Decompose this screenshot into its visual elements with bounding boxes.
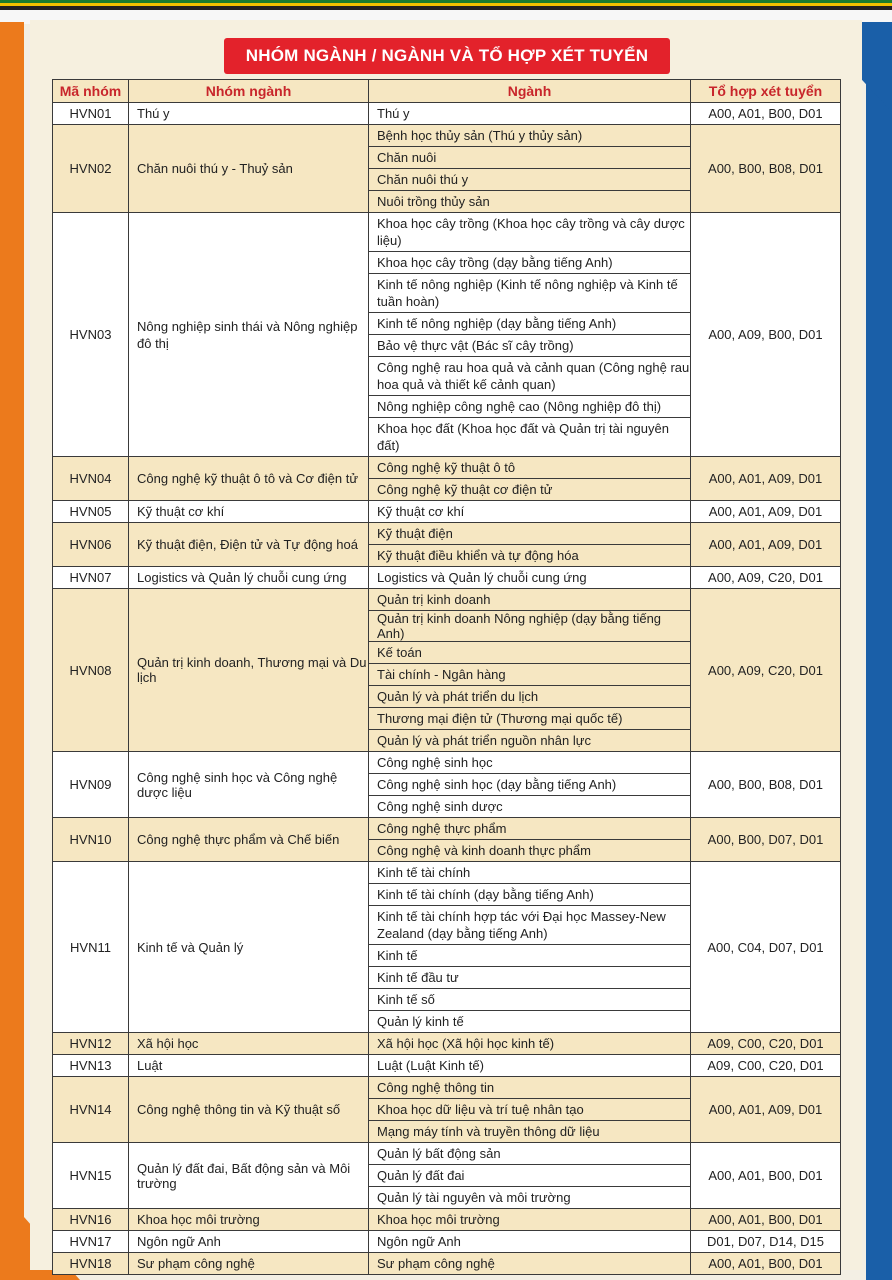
table-row bbox=[53, 1055, 841, 1077]
group-name: Kỹ thuật điện, Điện tử và Tự động hoá bbox=[129, 523, 369, 567]
group-name: Nông nghiệp sinh thái và Nông nghiệp đô thị bbox=[129, 213, 369, 457]
combo-codes: A00, A01, A09, D01 bbox=[691, 501, 841, 523]
table-row bbox=[53, 523, 841, 545]
major-name: Công nghệ sinh học bbox=[369, 752, 691, 774]
major-name: Quản trị kinh doanh bbox=[369, 589, 691, 611]
group-code: HVN12 bbox=[53, 1033, 129, 1055]
table-row bbox=[53, 1253, 841, 1275]
group-hvn15 bbox=[53, 1143, 841, 1209]
major-name: Quản lý kinh tế bbox=[369, 1011, 691, 1033]
major-name: Quản lý tài nguyên và môi trường bbox=[369, 1187, 691, 1209]
combo-codes: A00, C04, D07, D01 bbox=[691, 862, 841, 1033]
major-name: Kinh tế tài chính hợp tác với Đại học Massey-New Zealand (dạy bằng tiếng Anh) bbox=[369, 906, 691, 945]
major-name: Mạng máy tính và truyền thông dữ liệu bbox=[369, 1121, 691, 1143]
major-name: Nông nghiệp công nghệ cao (Nông nghiệp đô thị) bbox=[369, 396, 691, 418]
page-title: NHÓM NGÀNH / NGÀNH VÀ TỔ HỢP XÉT TUYỂN bbox=[245, 46, 649, 65]
group-name: Thú y bbox=[129, 103, 369, 125]
group-name: Công nghệ thực phẩm và Chế biến bbox=[129, 818, 369, 862]
right-blue-border bbox=[866, 22, 892, 1280]
major-name: Công nghệ kỹ thuật ô tô bbox=[369, 457, 691, 479]
table-row bbox=[53, 567, 841, 589]
major-name: Khoa học dữ liệu và trí tuệ nhân tạo bbox=[369, 1099, 691, 1121]
table-row bbox=[53, 501, 841, 523]
group-code: HVN05 bbox=[53, 501, 129, 523]
group-hvn12 bbox=[53, 1033, 841, 1055]
group-hvn16 bbox=[53, 1209, 841, 1231]
major-name: Sư phạm công nghệ bbox=[369, 1253, 691, 1275]
combo-codes: A09, C00, C20, D01 bbox=[691, 1033, 841, 1055]
group-hvn10 bbox=[53, 818, 841, 862]
combo-codes: D01, D07, D14, D15 bbox=[691, 1231, 841, 1253]
major-name: Kinh tế tài chính (dạy bằng tiếng Anh) bbox=[369, 884, 691, 906]
table-row bbox=[53, 1077, 841, 1099]
group-hvn18 bbox=[53, 1253, 841, 1275]
group-hvn08 bbox=[53, 589, 841, 752]
major-name: Kế toán bbox=[369, 642, 691, 664]
major-name: Xã hội học (Xã hội học kinh tế) bbox=[369, 1033, 691, 1055]
table-row bbox=[53, 125, 841, 147]
combo-codes: A00, B00, B08, D01 bbox=[691, 752, 841, 818]
group-hvn17 bbox=[53, 1231, 841, 1253]
table-row bbox=[53, 818, 841, 840]
group-hvn11 bbox=[53, 862, 841, 1033]
table-row bbox=[53, 1209, 841, 1231]
group-code: HVN02 bbox=[53, 125, 129, 213]
title-banner bbox=[224, 38, 670, 74]
group-name: Ngôn ngữ Anh bbox=[129, 1231, 369, 1253]
group-hvn07 bbox=[53, 567, 841, 589]
combo-codes: A00, A09, C20, D01 bbox=[691, 589, 841, 752]
combo-codes: A00, B00, B08, D01 bbox=[691, 125, 841, 213]
major-name: Kinh tế đầu tư bbox=[369, 967, 691, 989]
group-code: HVN18 bbox=[53, 1253, 129, 1275]
combo-codes: A00, A01, B00, D01 bbox=[691, 1209, 841, 1231]
left-orange-border bbox=[0, 22, 24, 1280]
top-stripe bbox=[0, 0, 892, 10]
group-name: Quản lý đất đai, Bất động sản và Môi trường bbox=[129, 1143, 369, 1209]
major-name: Khoa học môi trường bbox=[369, 1209, 691, 1231]
major-name: Công nghệ kỹ thuật cơ điện tử bbox=[369, 479, 691, 501]
group-hvn04 bbox=[53, 457, 841, 501]
major-name: Khoa học đất (Khoa học đất và Quản trị tài nguyên đất) bbox=[369, 418, 691, 457]
table-row bbox=[53, 1231, 841, 1253]
major-name: Công nghệ rau hoa quả và cảnh quan (Công nghệ rau hoa quả và thiết kế cảnh quan) bbox=[369, 357, 691, 396]
major-name: Luật (Luật Kinh tế) bbox=[369, 1055, 691, 1077]
major-name: Thú y bbox=[369, 103, 691, 125]
header-group: Nhóm ngành bbox=[129, 80, 369, 103]
combo-codes: A00, B00, D07, D01 bbox=[691, 818, 841, 862]
group-code: HVN11 bbox=[53, 862, 129, 1033]
group-name: Sư phạm công nghệ bbox=[129, 1253, 369, 1275]
group-name: Kinh tế và Quản lý bbox=[129, 862, 369, 1033]
group-name: Luật bbox=[129, 1055, 369, 1077]
header-combo: Tổ hợp xét tuyển bbox=[691, 80, 841, 103]
group-hvn13 bbox=[53, 1055, 841, 1077]
group-code: HVN08 bbox=[53, 589, 129, 752]
major-name: Chăn nuôi thú y bbox=[369, 169, 691, 191]
table-row bbox=[53, 862, 841, 884]
major-name: Kinh tế tài chính bbox=[369, 862, 691, 884]
major-name: Công nghệ sinh dược bbox=[369, 796, 691, 818]
header-row bbox=[53, 80, 841, 103]
group-hvn06 bbox=[53, 523, 841, 567]
major-name: Công nghệ thực phẩm bbox=[369, 818, 691, 840]
major-name: Bệnh học thủy sản (Thú y thủy sản) bbox=[369, 125, 691, 147]
major-name: Kỹ thuật cơ khí bbox=[369, 501, 691, 523]
combo-codes: A00, A09, B00, D01 bbox=[691, 213, 841, 457]
group-hvn09 bbox=[53, 752, 841, 818]
table-row bbox=[53, 103, 841, 125]
group-name: Công nghệ kỹ thuật ô tô và Cơ điện tử bbox=[129, 457, 369, 501]
group-name: Chăn nuôi thú y - Thuỷ sản bbox=[129, 125, 369, 213]
combo-codes: A00, A01, B00, D01 bbox=[691, 103, 841, 125]
major-name: Kinh tế số bbox=[369, 989, 691, 1011]
combo-codes: A00, A09, C20, D01 bbox=[691, 567, 841, 589]
major-name: Logistics và Quản lý chuỗi cung ứng bbox=[369, 567, 691, 589]
major-name: Chăn nuôi bbox=[369, 147, 691, 169]
major-name: Bảo vệ thực vật (Bác sĩ cây trồng) bbox=[369, 335, 691, 357]
table-row bbox=[53, 752, 841, 774]
combo-codes: A00, A01, A09, D01 bbox=[691, 523, 841, 567]
major-name: Kinh tế nông nghiệp (dạy bằng tiếng Anh) bbox=[369, 313, 691, 335]
major-name: Nuôi trồng thủy sản bbox=[369, 191, 691, 213]
combo-codes: A00, A01, B00, D01 bbox=[691, 1253, 841, 1275]
header-code: Mã nhóm bbox=[53, 80, 129, 103]
group-code: HVN14 bbox=[53, 1077, 129, 1143]
group-code: HVN04 bbox=[53, 457, 129, 501]
group-hvn14 bbox=[53, 1077, 841, 1143]
group-code: HVN01 bbox=[53, 103, 129, 125]
table-row bbox=[53, 589, 841, 611]
major-name: Quản lý đất đai bbox=[369, 1165, 691, 1187]
table-row bbox=[53, 213, 841, 252]
major-name: Khoa học cây trồng (dạy bằng tiếng Anh) bbox=[369, 252, 691, 274]
group-code: HVN15 bbox=[53, 1143, 129, 1209]
major-name: Quản lý bất động sản bbox=[369, 1143, 691, 1165]
combo-codes: A09, C00, C20, D01 bbox=[691, 1055, 841, 1077]
major-name: Kỹ thuật điện bbox=[369, 523, 691, 545]
major-name: Quản lý và phát triển nguồn nhân lực bbox=[369, 730, 691, 752]
group-code: HVN06 bbox=[53, 523, 129, 567]
group-code: HVN13 bbox=[53, 1055, 129, 1077]
combo-codes: A00, A01, A09, D01 bbox=[691, 1077, 841, 1143]
major-name: Khoa học cây trồng (Khoa học cây trồng và cây dược liệu) bbox=[369, 213, 691, 252]
group-code: HVN16 bbox=[53, 1209, 129, 1231]
admission-table bbox=[52, 79, 841, 1275]
group-name: Khoa học môi trường bbox=[129, 1209, 369, 1231]
table-row bbox=[53, 1143, 841, 1165]
major-name: Công nghệ sinh học (dạy bằng tiếng Anh) bbox=[369, 774, 691, 796]
group-name: Kỹ thuật cơ khí bbox=[129, 501, 369, 523]
group-hvn05 bbox=[53, 501, 841, 523]
group-code: HVN07 bbox=[53, 567, 129, 589]
table-row bbox=[53, 1033, 841, 1055]
header-major: Ngành bbox=[369, 80, 691, 103]
group-name: Công nghệ thông tin và Kỹ thuật số bbox=[129, 1077, 369, 1143]
group-code: HVN09 bbox=[53, 752, 129, 818]
group-name: Quản trị kinh doanh, Thương mại và Du lịch bbox=[129, 589, 369, 752]
table-row bbox=[53, 457, 841, 479]
group-name: Công nghệ sinh học và Công nghệ dược liệu bbox=[129, 752, 369, 818]
group-hvn03 bbox=[53, 213, 841, 457]
combo-codes: A00, A01, B00, D01 bbox=[691, 1143, 841, 1209]
combo-codes: A00, A01, A09, D01 bbox=[691, 457, 841, 501]
group-code: HVN10 bbox=[53, 818, 129, 862]
group-hvn01 bbox=[53, 103, 841, 125]
major-name: Tài chính - Ngân hàng bbox=[369, 664, 691, 686]
group-code: HVN17 bbox=[53, 1231, 129, 1253]
major-name: Thương mại điện tử (Thương mại quốc tế) bbox=[369, 708, 691, 730]
major-name: Công nghệ và kinh doanh thực phẩm bbox=[369, 840, 691, 862]
group-name: Logistics và Quản lý chuỗi cung ứng bbox=[129, 567, 369, 589]
major-name: Ngôn ngữ Anh bbox=[369, 1231, 691, 1253]
group-code: HVN03 bbox=[53, 213, 129, 457]
group-name: Xã hội học bbox=[129, 1033, 369, 1055]
major-name: Kỹ thuật điều khiển và tự động hóa bbox=[369, 545, 691, 567]
major-name: Quản lý và phát triển du lịch bbox=[369, 686, 691, 708]
major-name: Kinh tế bbox=[369, 945, 691, 967]
major-name: Công nghệ thông tin bbox=[369, 1077, 691, 1099]
group-hvn02 bbox=[53, 125, 841, 213]
major-name: Kinh tế nông nghiệp (Kinh tế nông nghiệp và Kinh tế tuần hoàn) bbox=[369, 274, 691, 313]
major-name: Quản trị kinh doanh Nông nghiệp (dạy bằng tiếng Anh) bbox=[369, 611, 691, 642]
